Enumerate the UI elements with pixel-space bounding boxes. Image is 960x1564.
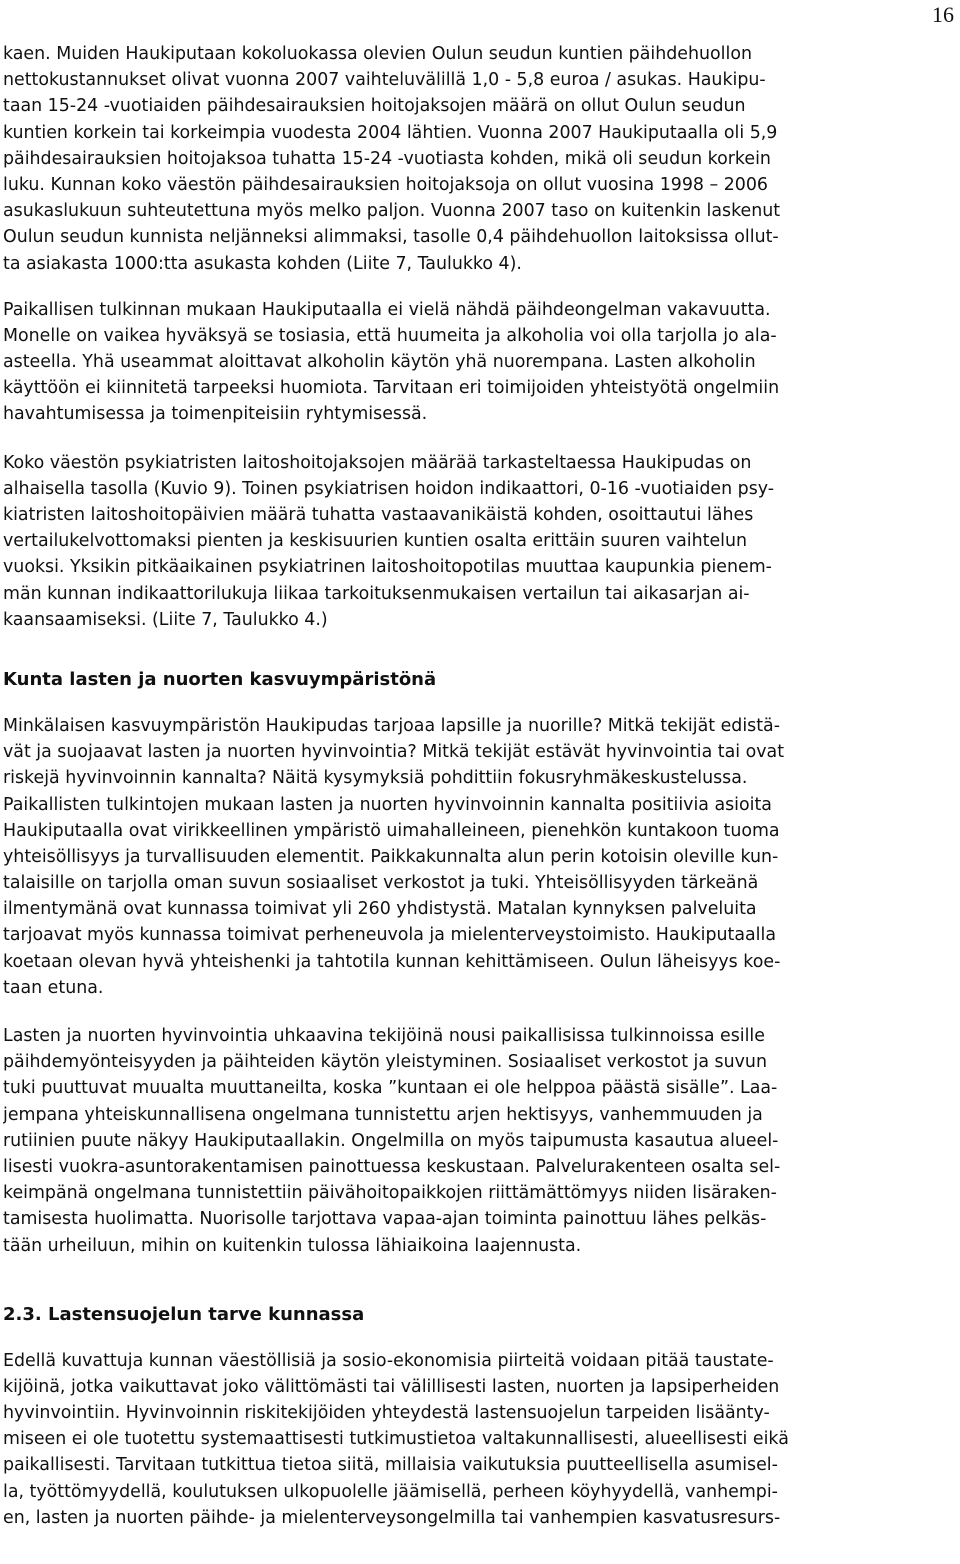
text-line: kiatristen laitoshoitopäivien määrä tuhatta vastaavanikäistä kohden, osoittautui lähes [3,505,754,525]
section-heading: Kunta lasten ja nuorten kasvuympäristönä [3,668,437,690]
text-line: Paikallisen tulkinnan mukaan Haukiputaalla ei vielä nähdä päihdeongelman vakavuutta. [3,299,771,320]
text-line: käyttöön ei kiinnitetä tarpeeksi huomiota. Tarvitaan eri toimijoiden yhteistyötä ongelmiin [3,378,780,399]
text-line: la, työttömyydellä, koulutuksen ulkopuolelle jäämisellä, perheen köyhyydellä, vanhempi- [3,1481,778,1502]
text-line: alhaisella tasolla (Kuvio 9). Toinen psykiatrisen hoidon indikaattori, 0-16 -vuotiaiden psy- [3,478,775,499]
page-number: 16 [932,2,954,27]
text-line: ilmentymänä ovat kunnassa toimivat yli 260 yhdistystä. Matalan kynnyksen palveluita [3,899,757,920]
text-line: miseen ei ole tuotettu systemaattisesti tutkimustietoa valtakunnallisesti, alueellisesti eikä [3,1429,789,1450]
text-line: talaisille on tarjolla oman suvun sosiaaliset verkostot ja tuki. Yhteisöllisyyden tärkeänä [3,873,759,894]
text-line: lisesti vuokra-asuntorakentamisen painottuessa keskustaan. Palvelurakenteen osalta sel- [3,1156,781,1177]
text-line: Paikallisten tulkintojen mukaan lasten ja nuorten hyvinvoinnin kannalta positiivia asioita [3,794,772,815]
text-line: jempana yhteiskunnallisena ongelmana tunnistettu arjen hektisyys, vanhemmuuden ja [3,1104,763,1125]
text-line: vät ja suojaavat lasten ja nuorten hyvinvointia? Mitkä tekijät estävät hyvinvointia tai ovat [3,742,785,763]
text-line: riskejä hyvinvoinnin kannalta? Näitä kysymyksiä pohdittiin fokusryhmäkeskustelussa. [3,768,748,789]
text-line: tuki puuttuvat muualta muuttaneilta, koska ”kuntaan ei ole helppoa päästä sisälle”. Laa- [3,1078,778,1099]
text-line: taan 15-24 -vuotiaiden päihdesairauksien hoitojaksojen määrä on ollut Oulun seudun [3,96,746,117]
text-line: tamisesta huolimatta. Nuorisolle tarjottava vapaa-ajan toiminta painottuu lähes pelkäs- [3,1209,767,1230]
text-line: kijöinä, jotka vaikuttavat joko välittömästi tai välillisesti lasten, nuorten ja lapsiperheiden [3,1376,780,1397]
text-line: ta asiakasta 1000:tta asukasta kohden (Liite 7, Taulukko 4). [3,253,522,274]
text-line: hyvinvointiin. Hyvinvoinnin riskitekijöiden yhteydestä lastensuojelun tarpeiden lisäänty- [3,1403,770,1424]
text-line: päihdemyönteisyyden ja päihteiden käytön yleistyminen. Sosiaaliset verkostot ja suvun [3,1052,767,1073]
text-line: havahtumisessa ja toimenpiteisiin ryhtymisessä. [3,404,428,425]
text-line: kuntien korkein tai korkeimpia vuodesta 2004 lähtien. Vuonna 2007 Haukiputaalla oli 5,9 [3,122,778,143]
text-line: en, lasten ja nuorten päihde- ja mielenterveysongelmilla tai vanhempien kasvatusresurs- [3,1507,781,1528]
text-line: asteella. Yhä useammat aloittavat alkoholin käytön yhä nuorempana. Lasten alkoholin [3,352,756,373]
text-line: vertailukelvottomaksi pienten ja keskisuurien kuntien osalta erittäin suuren vaihtelun [3,531,748,552]
text-line: keimpänä ongelmana tunnistettiin päivähoitopaikkojen riittämättömyys niiden lisäraken- [3,1183,777,1204]
paragraph-psychiatric-care [3,450,958,633]
text-line: kaansaamiseksi. (Liite 7, Taulukko 4.) [3,609,328,630]
section-heading-2-3: 2.3. Lastensuojelun tarve kunnassa [3,1303,365,1325]
text-line: Koko väestön psykiatristen laitoshoitojaksojen määrää tarkasteltaessa Haukipudas on [3,452,752,473]
text-line: vuoksi. Yksikin pitkäaikainen psykiatrinen laitoshoitopotilas muuttaa kaupunkia pienem- [3,557,772,578]
paragraph-local-interpretation [3,297,958,428]
text-line: taan etuna. [3,977,104,998]
text-line: tään urheiluun, mihin on kuitenkin tulossa lähiaikoina laajennusta. [3,1235,582,1256]
document-body [3,41,958,1531]
paragraph-threats [3,1023,958,1259]
text-line: Oulun seudun kunnista neljänneksi alimmaksi, tasolle 0,4 päihdehuollon laitoksissa ollut- [3,227,779,248]
text-line: tarjoavat myös kunnassa toimivat perheneuvola ja mielenterveystoimisto. Haukiputaalla [3,925,776,946]
text-line: nettokustannukset olivat vuonna 2007 vaihteluvälillä 1,0 - 5,8 euroa / asukas. Haukipu- [3,70,766,91]
text-line: luku. Kunnan koko väestön päihdesairauksien hoitojaksoja on ollut vuosina 1998 – 2006 [3,174,768,195]
text-line: koetaan olevan hyvä yhteishenki ja tahtotila kunnan kehittämiseen. Oulun läheisyys koe- [3,951,781,972]
paragraph-growth-environment [3,713,958,1001]
text-line: Haukiputaalla ovat virikkeellinen ympäristö uimahalleineen, pienehkön kuntakoon tuoma [3,820,780,841]
text-line: yhteisöllisyys ja turvallisuuden elementit. Paikkakunnalta alun perin kotoisin oleville kun- [3,846,779,867]
text-line: päihdesairauksien hoitojaksoa tuhatta 15-24 -vuotiasta kohden, mikä oli seudun korkein [3,148,771,169]
text-line: paikallisesti. Tarvitaan tutkittua tietoa siitä, millaisia vaikutuksia puutteellisella asumisel- [3,1455,778,1476]
text-line: asukaslukuun suhteutettuna myös melko paljon. Vuonna 2007 taso on kuitenkin laskenut [3,201,781,222]
paragraph-child-protection-need [3,1348,958,1531]
text-line: Minkälaisen kasvuympäristön Haukipudas tarjoaa lapsille ja nuorille? Mitkä tekijät edistä- [3,715,780,736]
text-line: Edellä kuvattuja kunnan väestöllisiä ja sosio-ekonomisia piirteitä voidaan pitää taustate- [3,1350,774,1371]
text-line: män kunnan indikaattorilukuja liikaa tarkoituksenmukaisen vertailun tai aikasarjan ai- [3,583,750,604]
text-line: Monelle on vaikea hyväksyä se tosiasia, että huumeita ja alkoholia voi olla tarjolla jo ala- [3,325,777,346]
text-line: kaen. Muiden Haukiputaan kokoluokassa olevien Oulun seudun kuntien päihdehuollon [3,44,752,64]
text-line: Lasten ja nuorten hyvinvointia uhkaavina tekijöinä nousi paikallisissa tulkinnoissa esille [3,1026,765,1046]
text-line: rutiinien puute näkyy Haukiputaallakin. Ongelmilla on myös taipumusta kasautua alueel- [3,1130,779,1151]
paragraph-substance-abuse-costs [3,41,958,277]
